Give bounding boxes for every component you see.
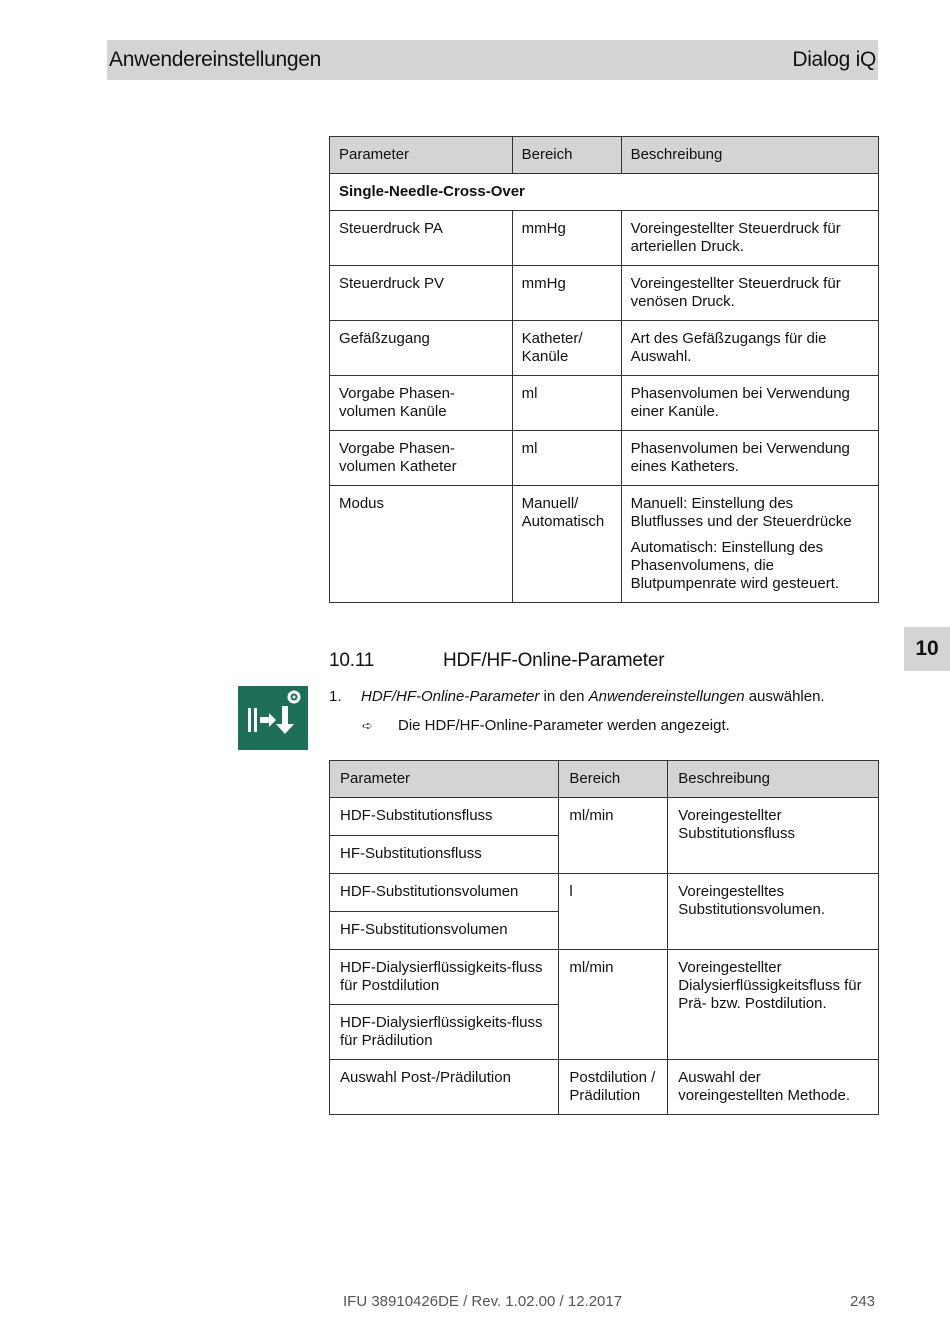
cell-range: ml/min xyxy=(559,950,668,1060)
step-menu-name: HDF/HF-Online-Parameter xyxy=(361,688,540,705)
table-header-row xyxy=(330,137,879,174)
cell-range: mmHg xyxy=(512,266,621,321)
footer-document-id: IFU 38910426DE / Rev. 1.02.00 / 12.2017 xyxy=(343,1293,623,1310)
cell-description: Voreingestellter Dialysierflüssigkeitsfluss für Prä- bzw. Postdilution. xyxy=(668,950,879,1060)
section-title: HDF/HF-Online-Parameter xyxy=(443,650,665,671)
table-row xyxy=(330,486,879,603)
description-automatic: Automatisch: Einstellung des Phasenvolumens, die Blutpumpenrate wird gesteuert. xyxy=(630,539,840,592)
cell-parameter: HDF-Dialysierflüssigkeits-fluss für Prädilution xyxy=(330,1005,559,1060)
table-row xyxy=(330,376,879,431)
cell-description: Auswahl der voreingestellten Methode. xyxy=(668,1060,879,1115)
table-row xyxy=(330,266,879,321)
cell-parameter: Vorgabe Phasen-volumen Katheter xyxy=(330,431,513,486)
cell-parameter: Modus xyxy=(330,486,513,603)
cell-description: Art des Gefäßzugangs für die Auswahl. xyxy=(621,321,878,376)
description-manual: Manuell: Einstellung des Blutflusses und der Steuerdrücke xyxy=(630,495,852,530)
single-needle-parameter-table xyxy=(329,136,879,603)
column-header-description: Beschreibung xyxy=(668,761,879,798)
result-text: Die HDF/HF-Online-Parameter werden angezeigt. xyxy=(398,717,730,734)
cell-range: mmHg xyxy=(512,211,621,266)
cell-description: Voreingestellter Substitutionsfluss xyxy=(668,798,879,874)
step-connector: in den xyxy=(539,688,589,705)
step-action: auswählen. xyxy=(744,688,825,705)
cell-parameter: Gefäßzugang xyxy=(330,321,513,376)
table-row xyxy=(330,1060,879,1115)
table-group-row xyxy=(330,174,879,211)
column-header-range: Bereich xyxy=(512,137,621,174)
cell-range: Manuell/ Automatisch xyxy=(512,486,621,603)
table-header-row xyxy=(330,761,879,798)
cell-range: ml/min xyxy=(559,798,668,874)
cell-range: Postdilution / Prädilution xyxy=(559,1060,668,1115)
cell-parameter: HF-Substitutionsfluss xyxy=(330,836,559,874)
column-header-description: Beschreibung xyxy=(621,137,878,174)
cell-description: Voreingestellter Steuerdruck für arteriellen Druck. xyxy=(621,211,878,266)
table-row xyxy=(330,874,879,912)
cell-description: Phasenvolumen bei Verwendung einer Kanüle. xyxy=(621,376,878,431)
table-row xyxy=(330,211,879,266)
cell-description: Phasenvolumen bei Verwendung eines Katheters. xyxy=(621,431,878,486)
cell-parameter: HF-Substitutionsvolumen xyxy=(330,912,559,950)
footer-page-number: 243 xyxy=(850,1293,876,1310)
section-heading xyxy=(329,650,664,672)
group-label: Single-Needle-Cross-Over xyxy=(330,174,879,211)
step-result xyxy=(362,717,730,734)
cell-parameter: Steuerdruck PV xyxy=(330,266,513,321)
step-menu-location: Anwendereinstellungen xyxy=(588,688,745,705)
cell-parameter: HDF-Substitutionsfluss xyxy=(330,798,559,836)
cell-range: Katheter/ Kanüle xyxy=(512,321,621,376)
column-header-parameter: Parameter xyxy=(330,137,513,174)
table-row xyxy=(330,950,879,1005)
cell-range: ml xyxy=(512,431,621,486)
table-row xyxy=(330,431,879,486)
header-product-name: Dialog iQ xyxy=(792,48,876,71)
table-row xyxy=(330,321,879,376)
cell-parameter: Auswahl Post-/Prädilution xyxy=(330,1060,559,1115)
cell-description: Voreingestelltes Substitutionsvolumen. xyxy=(668,874,879,950)
page-header xyxy=(107,40,878,80)
cell-parameter: HDF-Substitutionsvolumen xyxy=(330,874,559,912)
table-row xyxy=(330,798,879,836)
column-header-range: Bereich xyxy=(559,761,668,798)
section-number: 10.11 xyxy=(329,650,375,671)
cell-range: l xyxy=(559,874,668,950)
hdf-hf-settings-icon xyxy=(238,686,308,750)
step-number: 1. xyxy=(329,688,342,705)
header-section-title: Anwendereinstellungen xyxy=(109,48,322,71)
cell-description xyxy=(621,486,878,603)
column-header-parameter: Parameter xyxy=(330,761,559,798)
instruction-step xyxy=(329,688,825,705)
chapter-tab: 10 xyxy=(904,627,950,671)
cell-description: Voreingestellter Steuerdruck für venösen Druck. xyxy=(621,266,878,321)
cell-parameter: Vorgabe Phasen-volumen Kanüle xyxy=(330,376,513,431)
hdf-hf-parameter-table xyxy=(329,760,879,1115)
result-arrow-icon: ➪ xyxy=(362,718,373,733)
cell-range: ml xyxy=(512,376,621,431)
cell-parameter: Steuerdruck PA xyxy=(330,211,513,266)
cell-parameter: HDF-Dialysierflüssigkeits-fluss für Postdilution xyxy=(330,950,559,1005)
